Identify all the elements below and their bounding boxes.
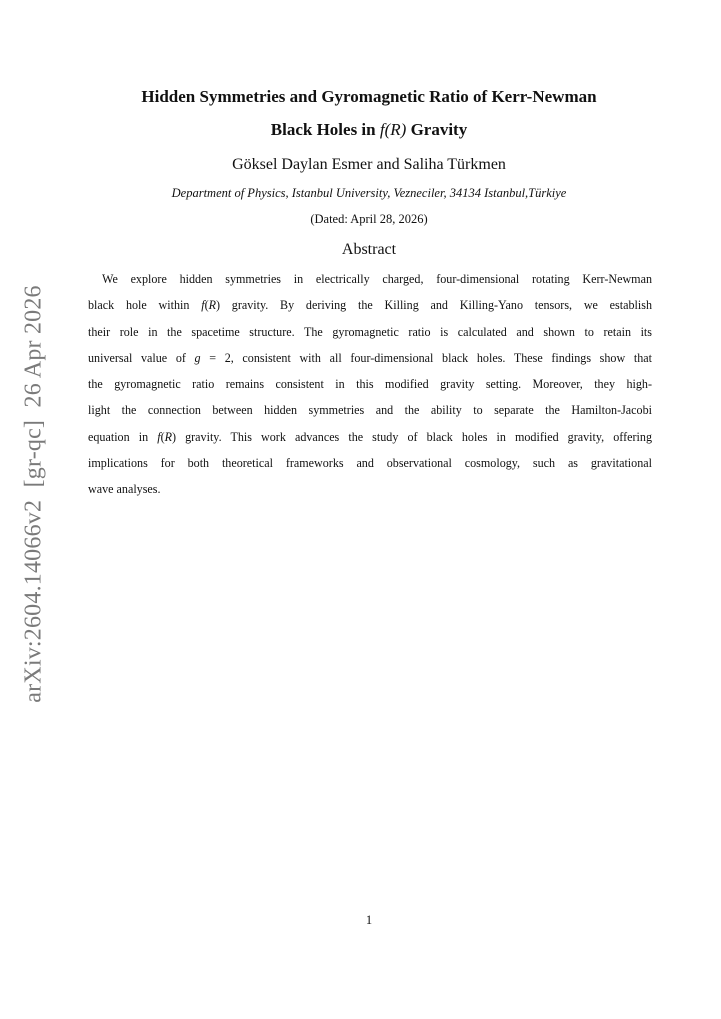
abstract-line: their role in the spacetime structure. The gyromagnetic ratio is calculated and shown to retain its [88,324,652,339]
abstract-heading: Abstract [341,241,397,258]
arxiv-id: arXiv:2604.14066v2 [20,499,47,703]
dated-line: (Dated: April 28, 2026) [310,212,428,226]
abstract-line: We explore hidden symmetries in electrically charged, four-dimensional rotating Kerr-Newman [102,272,652,286]
page-number: 1 [365,913,373,927]
abstract-line: equation in f(R) gravity. This work advances the study of black holes in modified gravity, offering [88,429,652,444]
abstract-line: wave analyses. [88,482,161,497]
abstract-line: black hole within f(R) gravity. By deriving the Killing and Killing-Yano tensors, we establish [88,298,652,313]
abstract-line: implications for both theoretical frameworks and observational cosmology, such as gravitational [88,456,652,471]
title-line-2: Black Holes in f(R) Gravity [270,120,468,139]
title-math: f(R) [379,120,407,139]
affiliation: Department of Physics, Istanbul University, Vezneciler, 34134 Istanbul,Türkiye [171,186,567,200]
arxiv-date: 26 Apr 2026 [20,285,47,408]
title-line-1: Hidden Symmetries and Gyromagnetic Ratio of Kerr-Newman [141,87,597,106]
abstract-line: the gyromagnetic ratio remains consistent in this modified gravity setting. Moreover, they high- [88,377,652,392]
author-list: Göksel Daylan Esmer and Saliha Türkmen [232,156,506,173]
paper-title [88,80,650,146]
abstract-line: universal value of g = 2, consistent with all four-dimensional black holes. These findings show that [88,350,652,365]
arxiv-sidebar-stamp [21,285,48,702]
abstract-line: light the connection between hidden symmetries and the ability to separate the Hamilton-Jacobi [88,403,652,418]
arxiv-category: [gr-qc] [20,419,47,488]
abstract-body [88,266,652,503]
